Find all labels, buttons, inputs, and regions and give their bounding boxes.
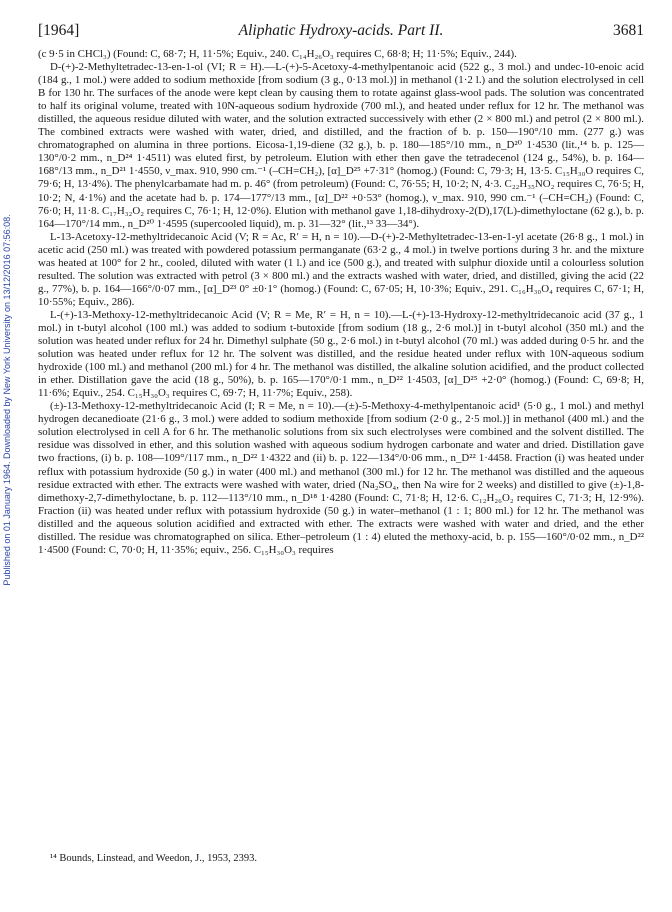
paragraph-continued: (c 9·5 in CHCl₃) (Found: C, 68·7; H, 11·5%; Equiv., 240. C₁₄H₂₆O₃ requires C, 68·8; H; 11·5%; Equiv., 244). [38,48,517,60]
footnote: ¹⁴ Bounds, Linstead, and Weedon, J., 1953, 2393. [50,853,258,864]
paragraph-methoxy-acid: L-(+)-13-Methoxy-12-methyltridecanoic Acid (V; R = Me, R′ = H, n = 10).—L-(+)-13-Hydroxy-12-methyltridecanoic acid (37 g., 1 mol.) in t-butyl alcohol (100 ml.) was added to sodium t-butoxide [from sodium (18 g., 2·6 mol.)] in t-butyl alcohol (350 ml.) and the solution was heated under reflux for 24 hr. Dimethyl sulphate (50 g., 2·6 mol.) in t-butyl alcohol (70 ml.) was added during 0·5 hr. and the solution was heated under reflux for 12 hr. The solvent was distilled, and the residue heated under reflux with 10N-aqueous sodium hydroxide (100 ml.) and methanol (200 ml.) for 4 hr. The methanol was distilled, the alkaline solution acidified, and the product collected in ether. Distillation gave the acid (18 g., 50%), b. p. 165—170°/0·1 mm., n_D²² 1·4503, [α]_D²⁵ +2·0° (homog.) (Found: C, 69·8; H, 11·6%; Equiv., 254. C₁₅H₃₀O₃ requires C, 69·7; H, 11·7%; Equiv., 258). [38,308,644,400]
paragraph-methyltetradecenol: D-(+)-2-Methyltetradec-13-en-1-ol (VI; R = H).—L-(+)-5-Acetoxy-4-methylpentanoic acid (522 g., 3 mol.) and undec-10-enoic acid (184 g., 1 mol.) were added to sodium methoxide [from sodium (3 g., 0·13 mol.)] in methanol (1·2 l.) and the solution electrolysed in cell B for 130 hr. The surfaces of the anode were kept clean by causing them to rotate against glass-wool pads. The solution was concentrated to half its original volume, treated with 10N-aqueous sodium hydroxide (700 ml.), and heated under reflux for 12 hr. The methanol was distilled, the aqueous residue diluted with water, and the solution extracted successively with ether (2 × 800 ml.) and petrol (2 × 800 ml.). The combined extracts were washed with water, dried, and distilled, and the fraction of b. p. 150—190°/10 mm. (277 g.) was chromatographed on alumina in three portions. Eicosa-1,19-diene (32 g.), b. p. 180—185°/10 mm., n_D²⁰ 1·4530 (lit.,¹⁴ b. p. 125—130°/0·2 mm., n_D²⁴ 1·4511) was eluted first, by petroleum. Elution with ether then gave the tetradecenol (124 g., 54%), b. p. 164—168°/13 mm., n_D²¹ 1·4550, ν_max. 910, 990 cm.⁻¹ (–CH=CH₂), [α]_D²⁵ +7·31° (homog.) (Found: C, 79·3; H, 13·5. C₁₅H₃₀O requires C, 79·6; H, 13·4%). The phenylcarbamate had m. p. 46° (from petroleum) (Found: C, 76·55; H, 10·2; N, 4·3. C₂₂H₃₅NO₂ requires C, 76·5; H, 10·2; N, 4·1%) and the acetate had b. p. 174—177°/13 mm., [α]_D²² +0·53° (homog.), ν_max. 910, 990 cm.⁻¹ (–CH=CH₂) (Found: C, 76·0; H, 11·8. C₁₇H₃₂O₂ requires C, 76·1; H, 12·0%). Elution with methanol gave 1,18-dihydroxy-2(D),17(L)-dimethyloctane (62 g.), b. p. 164—170°/14 mm., n_D²⁰ 1·4595 (supercooled liquid), m. p. 31—32° (lit.,¹³ 33—34°). [38,61,644,230]
running-title: Aliphatic Hydroxy-acids. Part II. [238,22,444,39]
page-header [38,22,644,44]
paragraph-acetoxy-acid: L-13-Acetoxy-12-methyltridecanoic Acid (V; R = Ac, R′ = H, n = 10).—D-(+)-2-Methyltetradec-13-en-1-yl acetate (26·8 g., 1 mol.) in acetic acid (250 ml.) was treated with powdered potassium permanganate (63·2 g., 4 mol.) in twelve portions during 3 hr. and the mixture was heated at 100° for 2 hr., cooled, diluted with water (1 l.) and ice (500 g.), and treated with sulphur dioxide until a colourless solution resulted. The solution was extracted with petrol (3 × 800 ml.) and the extracts washed with water, dried, and distilled, giving the acid (22 g., 77%), b. p. 164—166°/0·07 mm., [α]_D²³ 0° ±0·1° (homog.) (Found: C, 67·05; H, 10·3%; Equiv., 291. C₁₆H₃₀O₄ requires C, 67·1; H, 10·55%; Equiv., 286). [38,230,644,308]
body-text [38,48,644,846]
published-note[interactable]: Published on 01 January 1964. Downloaded by New York University on 13/12/2016 07:56:08. [2,214,12,586]
page-number: 3681 [613,22,644,39]
volume-year: [1964] [38,22,80,39]
paragraph-racemic-methoxy-acid: (±)-13-Methoxy-12-methyltridecanoic Acid (I; R = Me, n = 10).—(±)-5-Methoxy-4-methylpentanoic acid¹ (5·0 g., 1 mol.) and methyl hydrogen decanedioate (21·6 g., 3 mol.) were added to sodium methoxide [from sodium (2·0 g., 2·5 mol.)] in methanol (400 ml.) and the solution electrolysed in cell A for 6 hr. The methanolic solutions from six such electrolyses were combined and the solvent distilled. The residue was dissolved in ether, and this solution washed with aqueous sodium hydrogen carbonate and water and dried. Distillation gave two fractions, (i) b. p. 108—109°/117 mm., n_D²² 1·4322 and (ii) b. p. 122—134°/0·06 mm., n_D²² 1·4458. Fraction (i) was heated under reflux with potassium hydroxide (50 g.) in water (400 ml.) and methanol (300 ml.) for 12 hr. The methanol was distilled and the aqueous residue extracted with ether. The extracts were washed with water, dried (Na₂SO₄, then Na wire for 2 weeks) and distilled to give (±)-1,8-dimethoxy-2,7-dimethyloctane, b. p. 112—113°/10 mm., n_D¹⁸ 1·4280 (Found: C, 71·8; H, 12·6. C₁₂H₂₆O₂ requires C, 71·3; H, 12·9%). Fraction (ii) was heated under reflux with potassium hydroxide (50 g.) in water–methanol (1 : 1; 800 ml.) for 12 hr. The methanol was distilled and the aqueous solution acidified and extracted with ether. The extracts were washed with water and dried, and the ether distilled. The residue was chromatographed on silica. Ether–petroleum (1 : 4) eluted the methoxy-acid, b. p. 155—160°/0·02 mm., n_D²² 1·4500 (Found: C, 70·0; H, 11·35%; equiv., 256. C₁₅H₃₀O₃ requires [38,400,644,556]
publication-sidebar [2,120,16,680]
